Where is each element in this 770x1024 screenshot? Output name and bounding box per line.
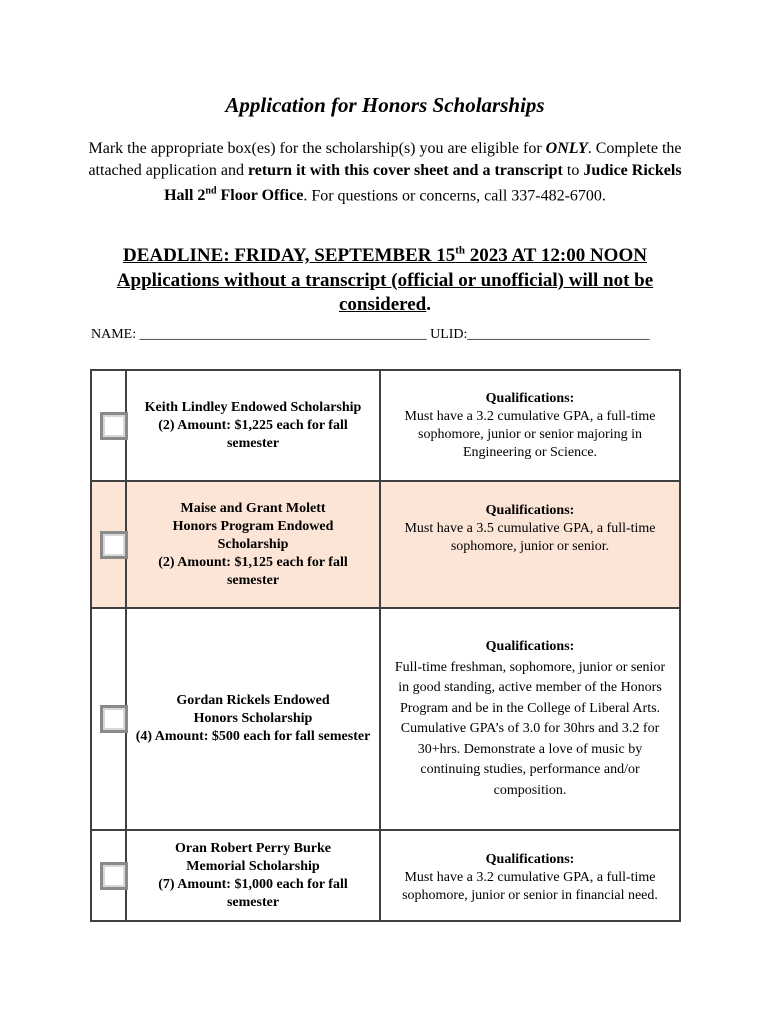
scholarship-name: Keith Lindley Endowed Scholarship (2) Amount: $1,225 each for fall semester — [126, 370, 380, 481]
scholarship-name: Maise and Grant Molett Honors Program Endowed Scholarship (2) Amount: $1,125 each for fall semester — [126, 481, 380, 608]
scholarship-table — [90, 369, 681, 922]
checkbox-keith-lindley[interactable] — [100, 412, 128, 440]
scholarship-row — [91, 830, 680, 921]
name-ulid-line[interactable]: NAME: _________________________________________ ULID:__________________________ — [91, 327, 650, 342]
scholarship-row — [91, 370, 680, 481]
scholarship-qualifications: Qualifications: Full-time freshman, sophomore, junior or senior in good standing, active member of the Honors Program and be in the College of Liberal Arts. Cumulative GPA’s of 3.0 for 30hrs and 3.2 for 30+hrs. Demonstrate a love of music by continuing studies, performance and/or composition. — [380, 608, 680, 830]
checkbox-oran-robert-perry-burke[interactable] — [100, 862, 128, 890]
scholarship-name: Gordan Rickels Endowed Honors Scholarship (4) Amount: $500 each for fall semester — [126, 608, 380, 830]
checkbox-maise-grant-molett[interactable] — [100, 531, 128, 559]
scholarship-name: Oran Robert Perry Burke Memorial Scholarship (7) Amount: $1,000 each for fall semester — [126, 830, 380, 921]
scholarship-row — [91, 481, 680, 608]
scholarship-qualifications: Qualifications: Must have a 3.2 cumulative GPA, a full-time sophomore, junior or senior majoring in Engineering or Science. — [380, 370, 680, 481]
page-title: Application for Honors Scholarships — [225, 93, 545, 117]
intro-paragraph: Mark the appropriate box(es) for the scholarship(s) you are eligible for ONLY. Complete the attached application and return it with this cover sheet and a transcript to Judice Rickels Hall 2nd Floor Office. For questions or concerns, call 337-482-6700. — [88, 140, 682, 205]
checkbox-gordan-rickels[interactable] — [100, 705, 128, 733]
scholarship-qualifications: Qualifications: Must have a 3.2 cumulative GPA, a full-time sophomore, junior or senior in financial need. — [380, 830, 680, 921]
scholarship-row — [91, 608, 680, 830]
deadline-notice: DEADLINE: FRIDAY, SEPTEMBER 15th 2023 AT 12:00 NOON Applications without a transcript (official or unofficial) will not be considered. — [116, 245, 654, 316]
scholarship-qualifications: Qualifications: Must have a 3.5 cumulative GPA, a full-time sophomore, junior or senior. — [380, 481, 680, 608]
